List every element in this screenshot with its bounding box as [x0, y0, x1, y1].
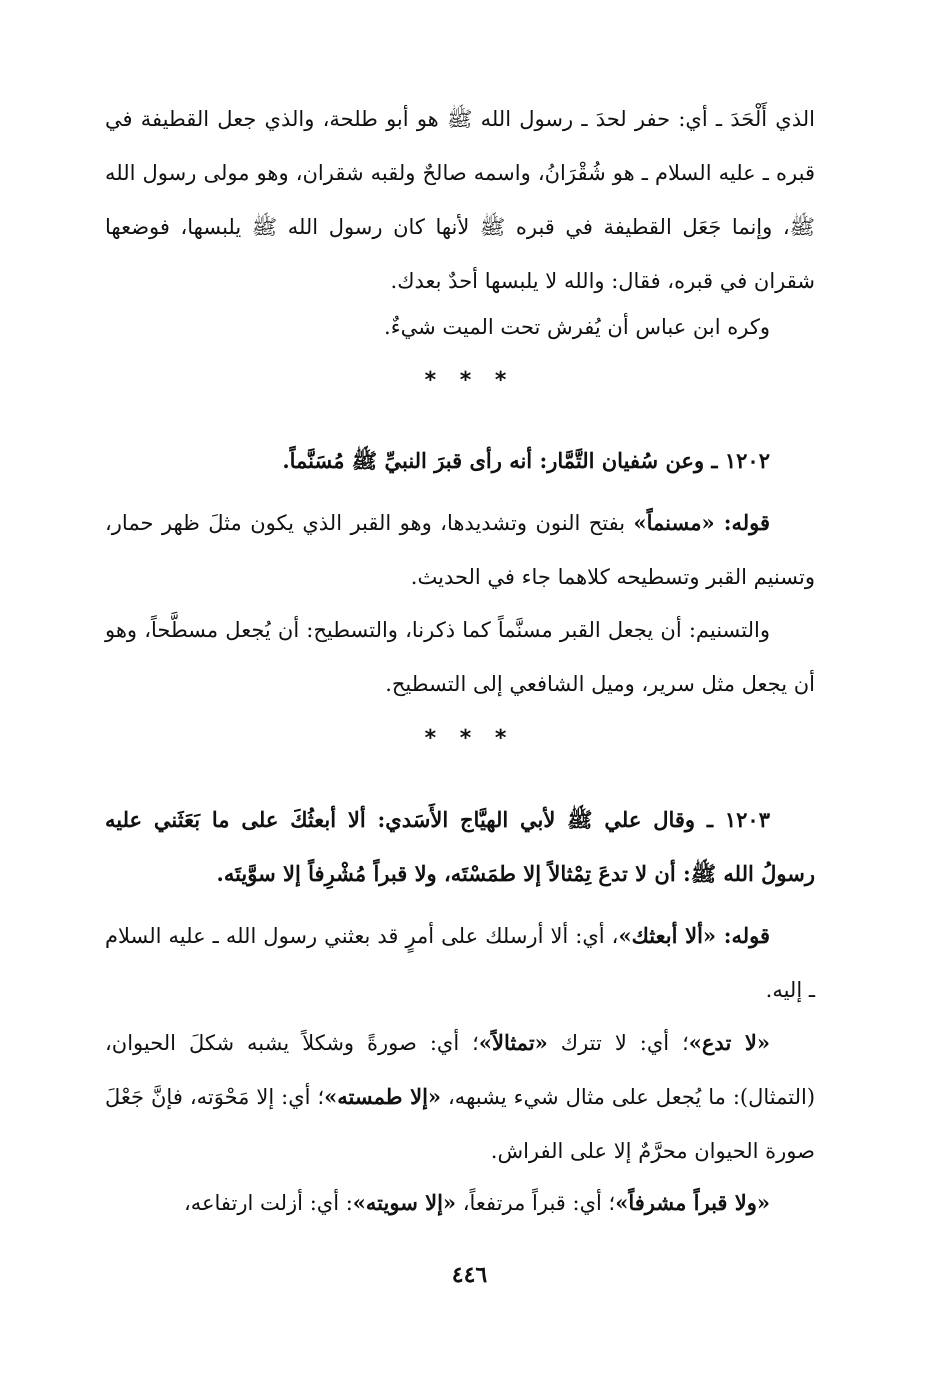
commentary-text: ؛ أي: قبراً مرتفعاً، [456, 1191, 616, 1215]
paragraph-text: وكره ابن عباس أن يُفرش تحت الميت شيءٌ. [384, 315, 770, 339]
quoted-term: «لا تدع» [688, 1030, 771, 1055]
quoted-term: «إلا سويته» [352, 1190, 457, 1215]
commentary-timthal [105, 1016, 815, 1178]
section-separator: * * * [424, 726, 515, 751]
hadith-1202 [105, 434, 815, 488]
commentary-abathuka [105, 909, 815, 1017]
quoted-term: قوله: «مسنماً» [633, 510, 770, 535]
page-number: ٤٤٦ [451, 1262, 488, 1288]
commentary-text: بفتح النون وتشديدها، وهو القبر الذي يكون مثلَ ظهر حمار، وتسنيم القبر وتسطيحه كلاهما جاء في الحديث. [105, 511, 815, 589]
commentary-text: ؛ أي: لا تترك [547, 1031, 689, 1055]
hadith-text: ١٢٠٣ ـ وقال علي ﷺ لأبي الهيَّاج الأَسَدي: ألا أبعثُكَ على ما بَعَثَني عليه رسولُ الله ﷺ: أن لا تدعَ تِمْثالاً إلا طمَسْتَه، ولا قبراً مُشْرِفاً إلا سوَّيتَه. [105, 807, 815, 886]
commentary-tasnim [105, 603, 815, 711]
commentary-musannam [105, 496, 815, 604]
paragraph-ibn-abbas [105, 300, 815, 354]
paragraph-burial-details [105, 92, 815, 308]
commentary-text: ؛ أي: صورةً وشكلاً يشبه شكلَ الحيوان، (التمثال): ما يُجعل على مثال شيء يشبهه، [105, 1031, 816, 1109]
paragraph-text: الذي أَلْحَدَ ـ أي: حفر لحدَ ـ رسول الله ﷺ هو أبو طلحة، والذي جعل القطيفة في قبره ـ عليه السلام ـ هو شُقْرَانُ، واسمه صالحٌ ولقبه شقران، وهو مولى رسول الله ﷺ، وإنما جَعَل القطيفة في قبره ﷺ لأنها كان رسول الله ﷺ يلبسها، فوضعها شقران في قبره، فقال: والله لا يلبسها أحدٌ بعدك. [105, 107, 815, 293]
commentary-text: والتسنيم: أن يجعل القبر مسنَّماً كما ذكرنا، والتسطيح: أن يُجعل مسطَّحاً، وهو أن يجعل مثل سرير، وميل الشافعي إلى التسطيح. [105, 618, 815, 696]
quoted-term: «إلا طمسته» [324, 1084, 442, 1109]
commentary-qabr-mushrif [105, 1176, 815, 1230]
commentary-text: : أي: أزلت ارتفاعه، [183, 1191, 353, 1215]
section-separator: * * * [424, 368, 515, 393]
hadith-text: ١٢٠٢ ـ وعن سُفيان التَّمَّار: أنه رأى قبرَ النبيِّ ﷺ مُسَنَّماً. [282, 448, 770, 473]
commentary-text: ؛ أي: إلا مَحْوَته، فإنَّ جَعْلَ صورة الحيوان محرَّمٌ إلا على الفراش. [105, 1085, 815, 1163]
quoted-term: «ولا قبراً مشرفاً» [615, 1190, 770, 1215]
hadith-1203 [105, 793, 815, 901]
quoted-term: قوله: «ألا أبعثك» [618, 923, 770, 948]
quoted-term: «تمثالاً» [478, 1030, 548, 1055]
commentary-text: ، أي: ألا أرسلك على أمرٍ قد بعثني رسول الله ـ عليه السلام ـ إليه. [105, 924, 815, 1002]
